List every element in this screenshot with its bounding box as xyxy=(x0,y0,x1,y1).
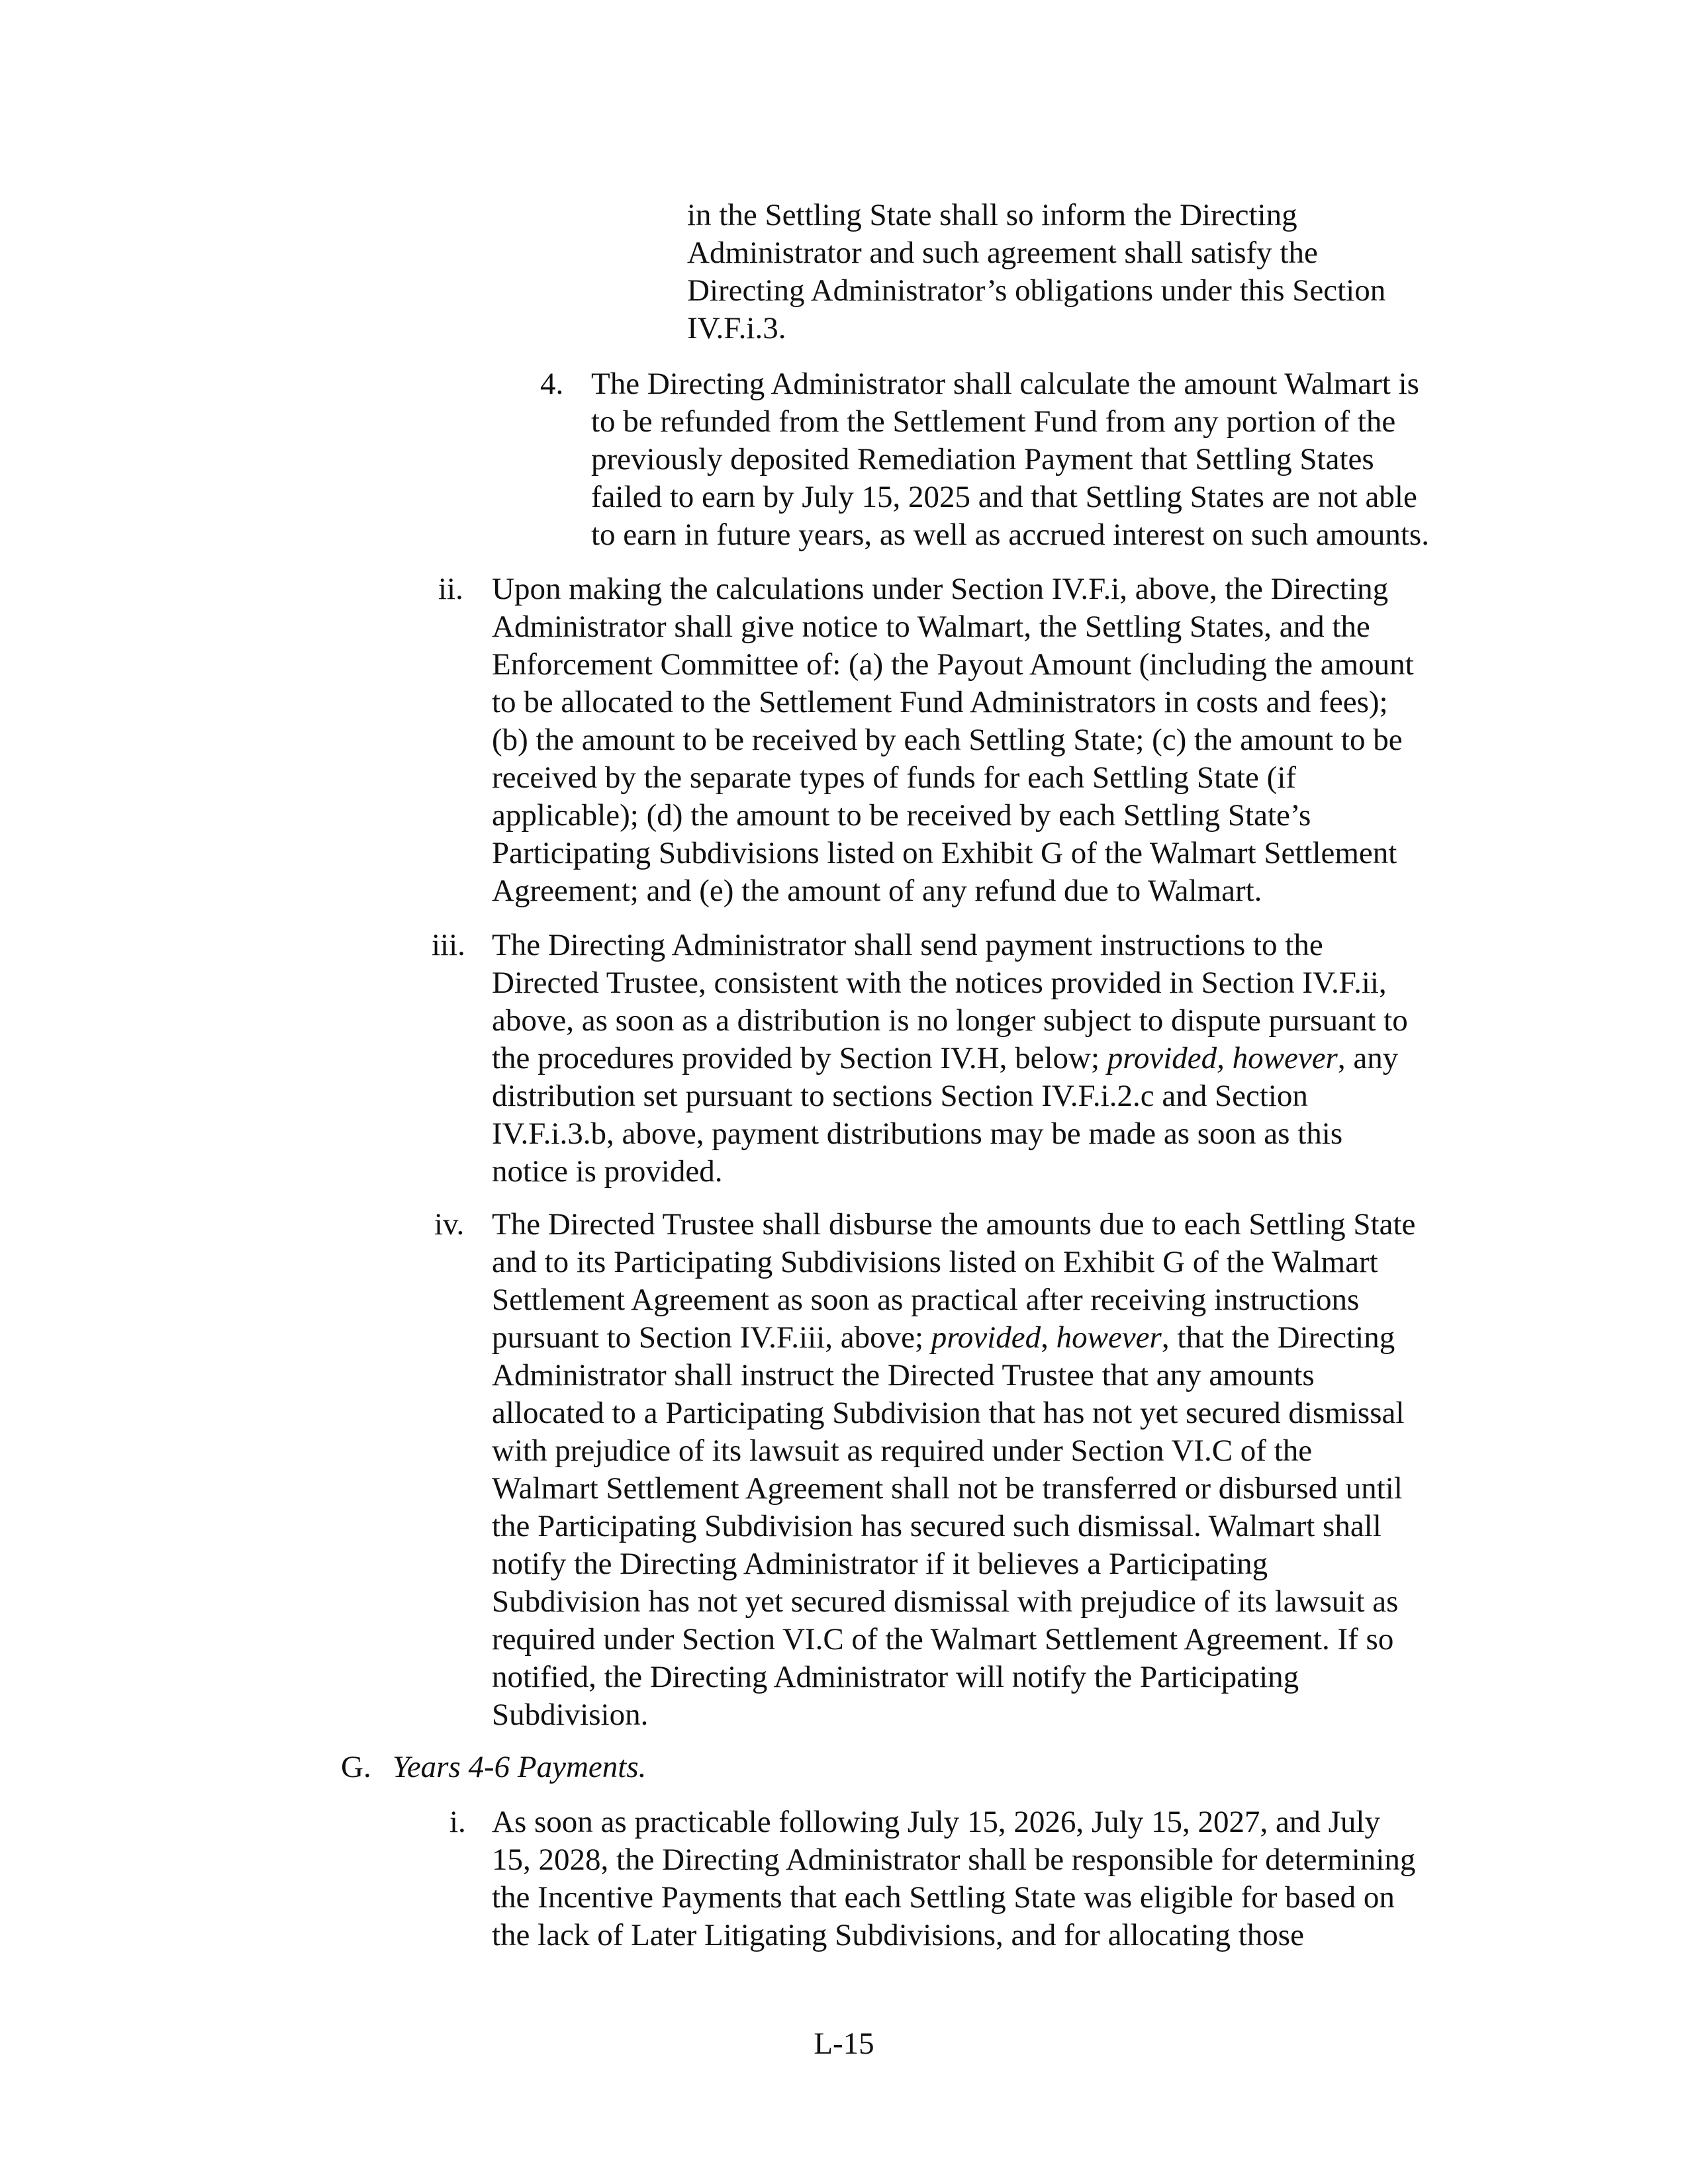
text-line: Directing Administrator’s obligations under this Section xyxy=(687,273,1386,308)
text-line: previously deposited Remediation Payment that Settling States xyxy=(591,442,1374,477)
list-marker: iv. xyxy=(434,1207,465,1242)
text-line: Administrator shall instruct the Directed Trustee that any amounts xyxy=(492,1358,1315,1392)
list-item-iii xyxy=(432,927,1408,1191)
text-line: As soon as practicable following July 15, 2026, July 15, 2027, and July xyxy=(492,1805,1380,1839)
text-line: with prejudice of its lawsuit as required under Section VI.C of the xyxy=(492,1433,1313,1468)
text-run: the procedures provided by Section IV.H, below; xyxy=(492,1041,1107,1075)
text-line: the Incentive Payments that each Settling State was eligible for based on xyxy=(492,1880,1395,1915)
text-line: Administrator shall give notice to Walmart, the Settling States, and the xyxy=(492,610,1370,644)
text-line: to be refunded from the Settlement Fund from any portion of the xyxy=(591,404,1396,439)
text-line: notified, the Directing Administrator will notify the Participating xyxy=(492,1660,1299,1694)
list-marker: 4. xyxy=(540,367,564,401)
text-line: to earn in future years, as well as accrued interest on such amounts. xyxy=(591,518,1429,552)
text-line: and to its Participating Subdivisions listed on Exhibit G of the Walmart xyxy=(492,1245,1378,1279)
section-g-heading xyxy=(341,1749,647,1786)
text-line: notice is provided. xyxy=(492,1154,723,1189)
text-line: required under Section VI.C of the Walmart Settlement Agreement. If so xyxy=(492,1622,1394,1657)
text-line: Subdivision. xyxy=(492,1698,649,1732)
text-line: IV.F.i.3. xyxy=(687,311,786,345)
text-run: , any xyxy=(1337,1041,1399,1075)
emphasis-text: provided, however xyxy=(1107,1041,1338,1075)
text-line: Walmart Settlement Agreement shall not be transferred or disbursed until xyxy=(492,1471,1403,1506)
text-line: Agreement; and (e) the amount of any refund due to Walmart. xyxy=(492,874,1262,908)
text-run: , xyxy=(1041,1320,1056,1355)
emphasis-text: provided xyxy=(931,1320,1041,1355)
list-item-g-i xyxy=(449,1803,1416,1954)
text-line xyxy=(492,1319,1415,1357)
text-line: the Participating Subdivision has secured such dismissal. Walmart shall xyxy=(492,1509,1382,1543)
list-marker: G. xyxy=(341,1750,371,1784)
list-marker: ii. xyxy=(438,572,463,606)
text-line: Directed Trustee, consistent with the notices provided in Section IV.F.ii, xyxy=(492,966,1387,1000)
text-line: Subdivision has not yet secured dismissal with prejudice of its lawsuit as xyxy=(492,1584,1399,1619)
text-line: to be allocated to the Settlement Fund Administrators in costs and fees); xyxy=(492,685,1388,719)
text-line: applicable); (d) the amount to be received by each Settling State’s xyxy=(492,798,1311,833)
list-item-iv xyxy=(434,1206,1416,1734)
list-item-ii xyxy=(438,570,1414,910)
text-line: Enforcement Committee of: (a) the Payout Amount (including the amount xyxy=(492,647,1414,682)
text-line: failed to earn by July 15, 2025 and that Settling States are not able xyxy=(591,480,1417,514)
text-line: 15, 2028, the Directing Administrator shall be responsible for determining xyxy=(492,1843,1416,1877)
text-line xyxy=(393,1749,646,1786)
list-marker: i. xyxy=(449,1805,466,1839)
text-line: received by the separate types of funds for each Settling State (if xyxy=(492,760,1297,795)
text-run: pursuant to Section IV.F.iii, above; xyxy=(492,1320,931,1355)
continuation-paragraph xyxy=(687,197,1385,347)
text-line: allocated to a Participating Subdivision that has not yet secured dismissal xyxy=(492,1396,1405,1430)
list-item-4 xyxy=(540,365,1429,554)
text-line: (b) the amount to be received by each Settling State; (c) the amount to be xyxy=(492,723,1403,757)
text-line: Settlement Agreement as soon as practical after receiving instructions xyxy=(492,1283,1360,1317)
list-marker: iii. xyxy=(432,928,465,962)
text-run: , that the Directing xyxy=(1161,1320,1395,1355)
text-line: notify the Directing Administrator if it believes a Participating xyxy=(492,1547,1268,1581)
text-line: above, as soon as a distribution is no longer subject to dispute pursuant to xyxy=(492,1003,1408,1038)
page-number: L-15 xyxy=(814,2026,874,2061)
text-line: Participating Subdivisions listed on Exhibit G of the Walmart Settlement xyxy=(492,836,1397,870)
text-line xyxy=(492,1040,1408,1077)
text-line: the lack of Later Litigating Subdivisions, and for allocating those xyxy=(492,1918,1304,1952)
text-line: The Directing Administrator shall send payment instructions to the xyxy=(492,928,1323,962)
text-line: The Directed Trustee shall disburse the amounts due to each Settling State xyxy=(492,1207,1416,1242)
text-line: IV.F.i.3.b, above, payment distributions may be made as soon as this xyxy=(492,1116,1343,1151)
section-title: Years 4-6 Payments. xyxy=(393,1750,647,1784)
text-line: distribution set pursuant to sections Section IV.F.i.2.c and Section xyxy=(492,1079,1308,1113)
text-line: Upon making the calculations under Section IV.F.i, above, the Directing xyxy=(492,572,1389,606)
text-line: Administrator and such agreement shall satisfy the xyxy=(687,236,1318,270)
text-line: The Directing Administrator shall calculate the amount Walmart is xyxy=(591,367,1419,401)
emphasis-text: however xyxy=(1056,1320,1162,1355)
text-line: in the Settling State shall so inform the Directing xyxy=(687,198,1297,232)
